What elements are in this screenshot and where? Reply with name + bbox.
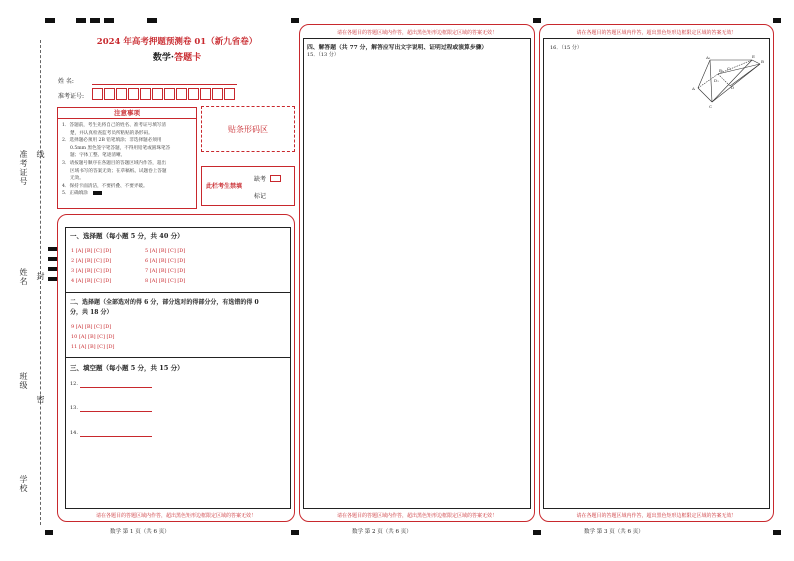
page-subtitle xyxy=(62,50,292,63)
figure-label: B₁ xyxy=(719,68,724,73)
absent-label: 此栏考生禁填 xyxy=(206,183,243,190)
registration-mark xyxy=(45,18,55,23)
sidebar-line-mark: 线 xyxy=(36,150,45,159)
page3-footer: 数学 第 3 页（共 6 页） xyxy=(584,529,644,535)
sidebar-school-label: 学校 xyxy=(19,475,28,493)
fill-blank-14[interactable] xyxy=(80,436,152,437)
name-label: 姓 名: xyxy=(58,78,74,85)
choice-row-5[interactable]: 5 [A] [B] [C] [D] xyxy=(145,248,186,254)
subject-label: 数学 xyxy=(152,53,171,63)
id-cell[interactable] xyxy=(128,88,139,100)
section-divider xyxy=(65,292,291,293)
registration-mark xyxy=(291,18,299,23)
sidebar-name-label: 姓名 xyxy=(19,268,28,286)
figure-label: C xyxy=(709,104,713,109)
figure-hidden-edge xyxy=(718,74,730,86)
id-cell[interactable] xyxy=(164,88,175,100)
answer-area-15[interactable] xyxy=(305,58,529,506)
geometry-figure xyxy=(690,52,764,110)
choice-row-2[interactable]: 2 [A] [B] [C] [D] xyxy=(71,258,112,264)
registration-mark xyxy=(76,18,86,23)
page2-warning-bottom: 请在各题目的答题区域内作答，超出黑色矩形边框限定区域的答案无效！ xyxy=(336,513,497,519)
fill-blank-13[interactable] xyxy=(80,411,152,412)
note-line: 3．请按题号顺序在各题目的答题区域内作答，超出 xyxy=(62,160,166,166)
figure-label: D₁ xyxy=(714,78,719,83)
note-line: 题；字体工整、笔迹清晰。 xyxy=(70,153,126,159)
id-cell[interactable] xyxy=(92,88,103,100)
figure-label: E xyxy=(752,54,755,59)
id-cell[interactable] xyxy=(116,88,127,100)
answer-area-16[interactable] xyxy=(545,52,685,506)
note-line xyxy=(62,190,192,198)
card-label: 答题卡 xyxy=(174,53,202,63)
note-line: 楚，并认真检查监考员所粘贴的条形码。 xyxy=(70,130,153,136)
choice-row-7[interactable]: 7 [A] [B] [C] [D] xyxy=(145,268,186,274)
sidebar-seal-mark: 封 xyxy=(36,272,45,281)
figure-edge xyxy=(698,60,710,88)
section1-title: 一、选择题（每小题 5 分，共 40 分） xyxy=(70,232,184,240)
registration-mark xyxy=(773,18,781,23)
figure-edge xyxy=(752,60,760,64)
choice-row-3[interactable]: 3 [A] [B] [C] [D] xyxy=(71,268,112,274)
notes-title: 注意事项 xyxy=(58,108,196,119)
note-line: 无效。 xyxy=(70,176,84,182)
figure-label: D xyxy=(731,85,735,90)
figure-label: C₁ xyxy=(727,66,732,71)
id-cell[interactable] xyxy=(188,88,199,100)
barcode-area xyxy=(201,106,295,152)
registration-mark xyxy=(147,18,157,23)
notes-list xyxy=(58,119,196,201)
notes-box xyxy=(57,107,197,209)
note-line: 2．选择题必须用 2B 铅笔填涂；非选择题必须用 xyxy=(62,138,162,144)
sidebar-id-label: 准考证号 xyxy=(19,150,28,186)
sidebar-close-mark: 密 xyxy=(36,395,45,404)
choice-row-11[interactable]: 11 [A] [B] [C] [D] xyxy=(71,344,115,350)
page2-footer: 数学 第 2 页（共 6 页） xyxy=(352,529,412,535)
barcode-label: 贴条形码区 xyxy=(228,124,268,134)
question-15-label: 15．（13 分） xyxy=(307,52,339,58)
registration-mark xyxy=(773,530,781,535)
section2-title-line1: 二、选择题（全部选对的得 6 分，部分选对的得部分分，有选错的得 0 xyxy=(70,299,259,306)
subtitle-dot: · xyxy=(170,53,175,63)
binding-line xyxy=(40,40,41,525)
id-cell[interactable] xyxy=(104,88,115,100)
absent-box xyxy=(201,166,295,206)
id-cell[interactable] xyxy=(152,88,163,100)
question-16-label: 16．（15 分） xyxy=(550,45,582,51)
page3-warning-top: 请在各题目的答题区域内作答，超出黑色矩形边框限定区域的答案无效！ xyxy=(576,30,737,36)
section4-title: 四、解答题（共 77 分，解答应写出文字说明、证明过程或演算步骤） xyxy=(307,45,488,51)
choice-row-8[interactable]: 8 [A] [B] [C] [D] xyxy=(145,278,186,284)
figure-label: A₁ xyxy=(706,55,711,60)
note-line: 4．保持卡面清洁，不要折叠、不要弄破。 xyxy=(62,183,148,189)
registration-mark xyxy=(90,18,100,23)
id-cell[interactable] xyxy=(200,88,211,100)
absent-checkbox[interactable] xyxy=(270,175,281,182)
absent-mark-2: 标记 xyxy=(254,193,267,200)
id-label: 准考证号: xyxy=(58,93,85,100)
fill-label-13: 13. xyxy=(70,405,78,411)
section-divider xyxy=(65,357,291,358)
figure-label: B xyxy=(761,59,764,64)
page2-warning-top: 请在各题目的答题区域内作答，超出黑色矩形边框限定区域的答案无效！ xyxy=(336,30,497,36)
id-cell[interactable] xyxy=(224,88,235,100)
figure-label: A xyxy=(692,86,695,91)
section3-title: 三、填空题（每小题 5 分，共 15 分） xyxy=(70,364,184,372)
note-line: 1．答题前，考生先将自己的姓名、准考证号填写清 xyxy=(62,123,166,128)
sidebar-class-label: 班级 xyxy=(19,372,28,390)
choice-row-9[interactable]: 9 [A] [B] [C] [D] xyxy=(71,324,112,330)
id-cell[interactable] xyxy=(212,88,223,100)
name-field[interactable] xyxy=(92,84,237,85)
fill-sample-icon xyxy=(93,191,102,195)
registration-mark xyxy=(104,18,114,23)
registration-mark xyxy=(533,18,541,23)
figure-edge xyxy=(698,88,712,102)
fill-label-14: 14. xyxy=(70,430,78,436)
note-line: 0.5mm 黑色签字笔答题，不得用铅笔或圆珠笔答 xyxy=(70,145,171,151)
absent-mark-1: 缺考 xyxy=(254,176,267,183)
note-fill-text: 5．正确填涂 xyxy=(62,191,88,197)
note-line: 区域书写的答案无效；在草稿纸、试题卷上答题 xyxy=(70,168,167,174)
page3-warning-bottom: 请在各题目的答题区域内作答，超出黑色矩形边框限定区域的答案无效！ xyxy=(576,513,737,519)
page-title: 2024 年高考押题预测卷 01（新九省卷） xyxy=(96,37,258,47)
registration-mark xyxy=(45,530,53,535)
page1-footer: 数学 第 1 页（共 6 页） xyxy=(110,529,170,535)
id-cell[interactable] xyxy=(176,88,187,100)
registration-mark xyxy=(533,530,541,535)
choice-row-6[interactable]: 6 [A] [B] [C] [D] xyxy=(145,258,186,264)
choice-row-4[interactable]: 4 [A] [B] [C] [D] xyxy=(71,278,112,284)
choice-row-1[interactable]: 1 [A] [B] [C] [D] xyxy=(71,248,112,254)
registration-mark xyxy=(291,530,299,535)
figure-edge xyxy=(710,60,712,102)
fill-label-12: 12. xyxy=(70,381,78,387)
id-cell[interactable] xyxy=(140,88,151,100)
section2-title-line2: 分，共 18 分） xyxy=(70,309,113,316)
choice-row-10[interactable]: 10 [A] [B] [C] [D] xyxy=(71,334,115,340)
page1-warning: 请在各题目的答题区域内作答，超出黑色矩形边框限定区域的答案无效！ xyxy=(95,513,256,519)
fill-blank-12[interactable] xyxy=(80,387,152,388)
